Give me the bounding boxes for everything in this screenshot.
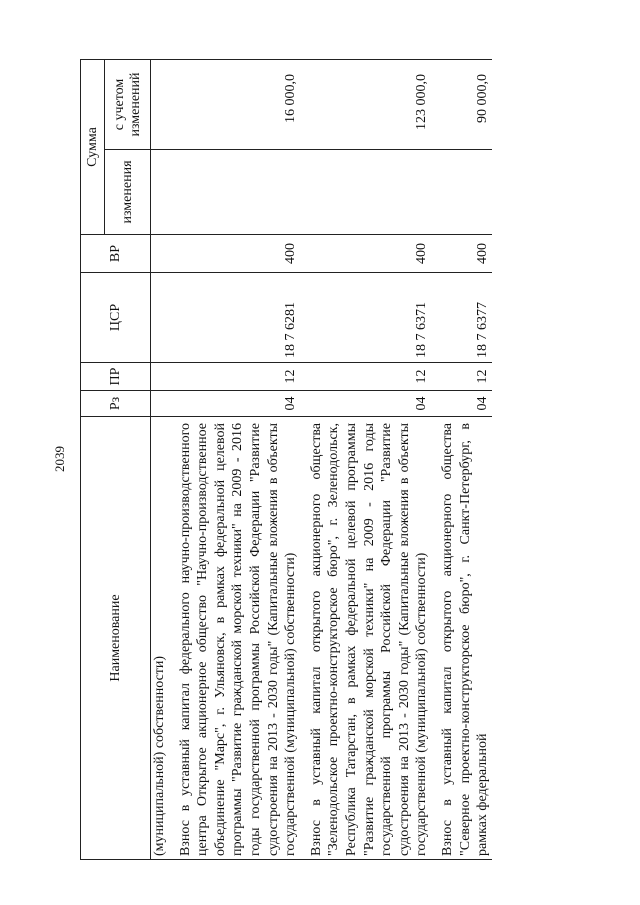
row-name: (муниципальной) собственности) [151,417,169,860]
row-changes [431,150,492,235]
row-csr: 18 7 6377 [431,273,492,363]
row-vr: 400 [431,235,492,273]
budget-table [80,59,492,860]
row-pr: 12 [431,363,492,391]
row-pr: 12 [169,363,300,391]
table-row [169,60,300,860]
row-csr: 18 7 6371 [300,273,431,363]
row-name: Взнос в уставный капитал открытого акционерного общества "Северное проектно-конструкторское бюро", г. Санкт-Петербург, в рамках федеральной [431,417,492,860]
row-vr: 400 [300,235,431,273]
table-row [151,60,169,860]
row-name: Взнос в уставный капитал открытого акционерного общества "Зеленодольское проектно-конструкторское бюро", г. Зеленодольск, Республика Татарстан, в рамках федеральной целевой программы "Развитие гражданской морской техники" на 2009 - 2016 годы государственной программы Российской Федерации "Развитие судостроения на 2013 - 2030 годы" (Капитальные вложения в объекты государственной (муниципальной) собственности) [300,417,431,860]
row-vr: 400 [169,235,300,273]
row-changes [169,150,300,235]
row-rz: 04 [431,391,492,417]
header-rz: Рз [81,391,151,417]
header-csr: ЦСР [81,273,151,363]
row-rz: 04 [169,391,300,417]
page-number: 2039 [52,446,67,472]
header-sum: Сумма [81,60,105,235]
row-rz: 04 [300,391,431,417]
header-name: Наименование [81,417,151,860]
row-changes [300,150,431,235]
table-row [300,60,431,860]
header-vr: ВР [81,235,151,273]
row-name: Взнос в уставный капитал федерального научно-производственного центра Открытое акционерное общество "Научно-производственное объединение "Марс", г. Ульяновск, в рамках федеральной целевой программы "Развитие гражданской морской техники" на 2009 - 2016 годы государственной программы Российской Федерации "Развитие судостроения на 2013 - 2030 годы" (Капитальные вложения в объекты государственной (муниципальной) собственности) [169,417,300,860]
header-with-changes: с учетом изменений [105,60,151,150]
row-with-changes: 123 000,0 [300,60,431,150]
header-changes: изменения [105,150,151,235]
row-pr: 12 [300,363,431,391]
header-pr: ПР [81,363,151,391]
budget-table-container [80,60,640,860]
row-with-changes: 90 000,0 [431,60,492,150]
row-with-changes: 16 000,0 [169,60,300,150]
table-row [431,60,492,860]
row-csr: 18 7 6281 [169,273,300,363]
